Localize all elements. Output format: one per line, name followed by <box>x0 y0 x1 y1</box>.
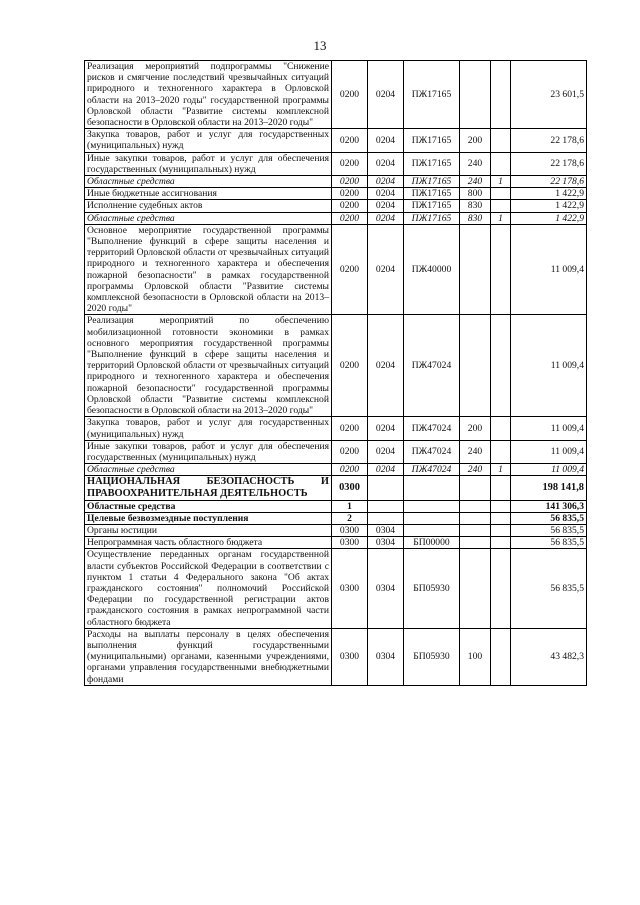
target-item-cell: ПЖ40000 <box>404 224 460 315</box>
section-code-cell: 0300 <box>332 524 368 536</box>
expense-type-cell: 240 <box>460 464 491 476</box>
item-name-cell: НАЦИОНАЛЬНАЯ БЕЗОПАСНОСТЬ И ПРАВООХРАНИТЕЛЬНАЯ ДЕЯТЕЛЬНОСТЬ <box>85 476 332 500</box>
page-number: 13 <box>313 38 327 53</box>
subsection-code-cell: 0304 <box>368 524 404 536</box>
funding-source-cell <box>491 476 511 500</box>
amount-cell: 43 482,3 <box>511 628 587 685</box>
funding-source-cell <box>491 500 511 512</box>
table-row <box>85 549 587 628</box>
target-item-cell: БП05930 <box>404 628 460 685</box>
subsection-code-cell: 0204 <box>368 417 404 440</box>
subsection-code-cell <box>368 512 404 524</box>
table-row <box>85 315 587 417</box>
expense-type-cell <box>460 524 491 536</box>
expense-type-cell: 240 <box>460 176 491 188</box>
expense-type-cell <box>460 315 491 417</box>
section-code-cell: 0300 <box>332 549 368 628</box>
expense-type-cell <box>460 549 491 628</box>
target-item-cell: ПЖ17165 <box>404 200 460 212</box>
amount-cell: 1 422,9 <box>511 200 587 212</box>
expense-type-cell: 800 <box>460 188 491 200</box>
table-row <box>85 440 587 463</box>
subsection-code-cell: 0204 <box>368 315 404 417</box>
item-name-cell: Закупка товаров, работ и услуг для государственных (муниципальных) нужд <box>85 417 332 440</box>
item-name-cell: Областные средства <box>85 500 332 512</box>
expense-type-cell <box>460 512 491 524</box>
section-code-cell: 0300 <box>332 628 368 685</box>
item-name-cell: Целевые безвозмездные поступления <box>85 512 332 524</box>
expense-type-cell <box>460 537 491 549</box>
amount-cell: 56 835,5 <box>511 512 587 524</box>
amount-cell: 11 009,4 <box>511 417 587 440</box>
table-row <box>85 176 587 188</box>
funding-source-cell <box>491 512 511 524</box>
section-code-cell: 0200 <box>332 440 368 463</box>
item-name-cell: Реализация мероприятий подпрограммы "Снижение рисков и смягчение последствий чрезвычайных ситуаций природного и техногенного характера в Орловской области на 2013–2020 годы" государственной программы Орловской области "Развитие системы комплексной безопасности в Орловской области на 2013–2020 годы" <box>85 61 332 129</box>
expense-type-cell: 100 <box>460 628 491 685</box>
item-name-cell: Иные закупки товаров, работ и услуг для обеспечения государственных (муниципальных) нужд <box>85 440 332 463</box>
target-item-cell <box>404 524 460 536</box>
table-row <box>85 224 587 315</box>
subsection-code-cell: 0204 <box>368 464 404 476</box>
expense-type-cell: 200 <box>460 417 491 440</box>
subsection-code-cell: 0204 <box>368 212 404 224</box>
expense-type-cell <box>460 476 491 500</box>
subsection-code-cell: 0204 <box>368 188 404 200</box>
target-item-cell: ПЖ17165 <box>404 129 460 152</box>
table-row <box>85 417 587 440</box>
funding-source-cell <box>491 524 511 536</box>
expense-type-cell: 830 <box>460 200 491 212</box>
table-row <box>85 200 587 212</box>
item-name-cell: Закупка товаров, работ и услуг для государственных (муниципальных) нужд <box>85 129 332 152</box>
target-item-cell: ПЖ47024 <box>404 417 460 440</box>
subsection-code-cell: 0204 <box>368 61 404 129</box>
amount-cell: 198 141,8 <box>511 476 587 500</box>
section-code-cell: 0200 <box>332 176 368 188</box>
funding-source-cell <box>491 61 511 129</box>
section-code-cell: 0200 <box>332 464 368 476</box>
expense-type-cell: 830 <box>460 212 491 224</box>
subsection-code-cell: 0204 <box>368 440 404 463</box>
table-row <box>85 61 587 129</box>
target-item-cell: БП00000 <box>404 537 460 549</box>
subsection-code-cell: 0304 <box>368 628 404 685</box>
target-item-cell: ПЖ47024 <box>404 315 460 417</box>
budget-table <box>84 60 587 686</box>
item-name-cell: Иные бюджетные ассигнования <box>85 188 332 200</box>
amount-cell: 141 306,3 <box>511 500 587 512</box>
amount-cell: 11 009,4 <box>511 464 587 476</box>
funding-source-cell: 1 <box>491 212 511 224</box>
funding-source-cell <box>491 224 511 315</box>
item-name-cell: Основное мероприятие государственной программы "Выполнение функций в сфере защиты населения и территорий Орловской области от чрезвычайных ситуаций природного и техногенного характера и обеспечения пожарной безопасности" в рамках государственной программы Орловской области "Развитие системы комплексной безопасности в Орловской области на 2013–2020 годы" <box>85 224 332 315</box>
funding-source-cell <box>491 628 511 685</box>
funding-source-cell: 1 <box>491 464 511 476</box>
amount-cell: 11 009,4 <box>511 224 587 315</box>
item-name-cell: Осуществление переданных органам государственной власти субъектов Российской Федерации в соответствии с пунктом 1 статьи 4 Федерального закона "Об актах гражданского состояния" полномочий Российской Федерации по государственной регистрации актов гражданского состояния в рамках непрограммной части областного бюджета <box>85 549 332 628</box>
funding-source-cell <box>491 537 511 549</box>
target-item-cell: ПЖ17165 <box>404 212 460 224</box>
funding-source-cell <box>491 188 511 200</box>
amount-cell: 11 009,4 <box>511 315 587 417</box>
funding-source-cell <box>491 152 511 175</box>
table-row <box>85 188 587 200</box>
item-name-cell: Органы юстиции <box>85 524 332 536</box>
section-code-cell: 1 <box>332 500 368 512</box>
expense-type-cell: 200 <box>460 129 491 152</box>
target-item-cell: ПЖ47024 <box>404 464 460 476</box>
target-item-cell <box>404 476 460 500</box>
table-row <box>85 476 587 500</box>
section-code-cell: 2 <box>332 512 368 524</box>
table-row <box>85 129 587 152</box>
item-name-cell: Исполнение судебных актов <box>85 200 332 212</box>
section-code-cell: 0200 <box>332 129 368 152</box>
target-item-cell: ПЖ47024 <box>404 440 460 463</box>
item-name-cell: Непрограммная часть областного бюджета <box>85 537 332 549</box>
amount-cell: 1 422,9 <box>511 188 587 200</box>
section-code-cell: 0200 <box>332 152 368 175</box>
table-row <box>85 212 587 224</box>
target-item-cell: ПЖ17165 <box>404 188 460 200</box>
section-code-cell: 0300 <box>332 537 368 549</box>
section-code-cell: 0200 <box>332 61 368 129</box>
section-code-cell: 0200 <box>332 188 368 200</box>
funding-source-cell <box>491 417 511 440</box>
amount-cell: 23 601,5 <box>511 61 587 129</box>
section-code-cell: 0200 <box>332 224 368 315</box>
item-name-cell: Расходы на выплаты персоналу в целях обеспечения выполнения функций государственными (муниципальными) органами, казенными учреждениями, органами управления государственными внебюджетными фондами <box>85 628 332 685</box>
table-row <box>85 512 587 524</box>
target-item-cell: ПЖ17165 <box>404 61 460 129</box>
target-item-cell: БП05930 <box>404 549 460 628</box>
section-code-cell: 0200 <box>332 200 368 212</box>
subsection-code-cell: 0204 <box>368 224 404 315</box>
amount-cell: 11 009,4 <box>511 440 587 463</box>
table-row <box>85 537 587 549</box>
section-code-cell: 0200 <box>332 417 368 440</box>
target-item-cell <box>404 512 460 524</box>
target-item-cell: ПЖ17165 <box>404 152 460 175</box>
subsection-code-cell: 0204 <box>368 176 404 188</box>
target-item-cell <box>404 500 460 512</box>
amount-cell: 56 835,5 <box>511 549 587 628</box>
subsection-code-cell: 0304 <box>368 549 404 628</box>
target-item-cell: ПЖ17165 <box>404 176 460 188</box>
funding-source-cell <box>491 315 511 417</box>
table-row <box>85 152 587 175</box>
item-name-cell: Областные средства <box>85 464 332 476</box>
section-code-cell: 0200 <box>332 212 368 224</box>
item-name-cell: Областные средства <box>85 176 332 188</box>
item-name-cell: Иные закупки товаров, работ и услуг для обеспечения государственных (муниципальных) нужд <box>85 152 332 175</box>
subsection-code-cell: 0204 <box>368 200 404 212</box>
subsection-code-cell <box>368 500 404 512</box>
amount-cell: 22 178,6 <box>511 129 587 152</box>
amount-cell: 56 835,5 <box>511 524 587 536</box>
subsection-code-cell: 0304 <box>368 537 404 549</box>
expense-type-cell <box>460 224 491 315</box>
item-name-cell: Областные средства <box>85 212 332 224</box>
funding-source-cell <box>491 129 511 152</box>
expense-type-cell: 240 <box>460 152 491 175</box>
expense-type-cell <box>460 61 491 129</box>
subsection-code-cell: 0204 <box>368 152 404 175</box>
table-row <box>85 524 587 536</box>
table-row <box>85 628 587 685</box>
funding-source-cell <box>491 549 511 628</box>
funding-source-cell: 1 <box>491 176 511 188</box>
subsection-code-cell: 0204 <box>368 129 404 152</box>
subsection-code-cell <box>368 476 404 500</box>
expense-type-cell <box>460 500 491 512</box>
expense-type-cell: 240 <box>460 440 491 463</box>
table-row <box>85 464 587 476</box>
amount-cell: 22 178,6 <box>511 152 587 175</box>
amount-cell: 22 178,6 <box>511 176 587 188</box>
section-code-cell: 0200 <box>332 315 368 417</box>
item-name-cell: Реализация мероприятий по обеспечению мобилизационной готовности экономики в рамках основного мероприятия государственной программы "Выполнение функций в сфере защиты населения и территорий Орловской области от чрезвычайных ситуаций природного и техногенного характера и обеспечения пожарной безопасности" государственной программы Орловской области "Развитие системы комплексной безопасности в Орловской области на 2013–2020 годы" <box>85 315 332 417</box>
funding-source-cell <box>491 440 511 463</box>
amount-cell: 1 422,9 <box>511 212 587 224</box>
amount-cell: 56 835,5 <box>511 537 587 549</box>
funding-source-cell <box>491 200 511 212</box>
table-row <box>85 500 587 512</box>
section-code-cell: 0300 <box>332 476 368 500</box>
